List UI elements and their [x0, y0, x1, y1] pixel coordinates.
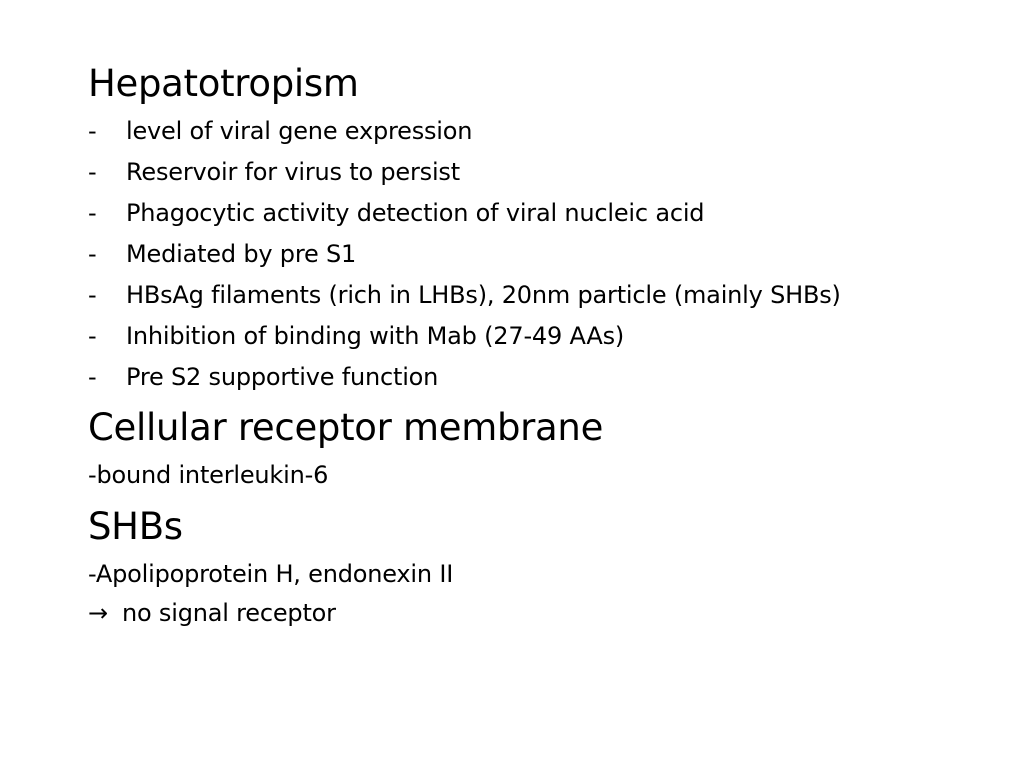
- dash-marker: -: [88, 158, 97, 186]
- dash-marker: -: [88, 240, 97, 268]
- bullet-text: Phagocytic activity detection of viral nucleic acid: [126, 199, 705, 227]
- dash-marker: -: [88, 117, 97, 145]
- hepatotropism-bullet-list: [88, 111, 841, 398]
- dash-marker: -: [88, 199, 97, 227]
- bullet-text: level of viral gene expression: [126, 117, 473, 145]
- list-item: [88, 152, 841, 193]
- dash-marker: -: [88, 281, 97, 309]
- bullet-text: Mediated by pre S1: [126, 240, 357, 268]
- right-arrow-icon: →: [88, 599, 108, 627]
- subline-bound-interleukin: -bound interleukin-6: [88, 461, 329, 489]
- heading-shbs: SHBs: [88, 505, 183, 548]
- subline-apolipoprotein: -Apolipoprotein H, endonexin II: [88, 560, 454, 588]
- list-item: [88, 316, 841, 357]
- heading-cellular-receptor-membrane: Cellular receptor membrane: [88, 406, 604, 449]
- bullet-text: Inhibition of binding with Mab (27-49 AAs): [126, 322, 625, 350]
- bullet-text: Pre S2 supportive function: [126, 363, 439, 391]
- arrow-line: [88, 596, 336, 630]
- list-item: [88, 234, 841, 275]
- list-item: [88, 275, 841, 316]
- dash-marker: -: [88, 322, 97, 350]
- arrow-line-text: no signal receptor: [122, 599, 336, 627]
- heading-hepatotropism: Hepatotropism: [88, 62, 359, 105]
- dash-marker: -: [88, 363, 97, 391]
- bullet-text: Reservoir for virus to persist: [126, 158, 460, 186]
- bullet-text: HBsAg filaments (rich in LHBs), 20nm particle (mainly SHBs): [126, 281, 841, 309]
- list-item: [88, 357, 841, 398]
- list-item: [88, 193, 841, 234]
- list-item: [88, 111, 841, 152]
